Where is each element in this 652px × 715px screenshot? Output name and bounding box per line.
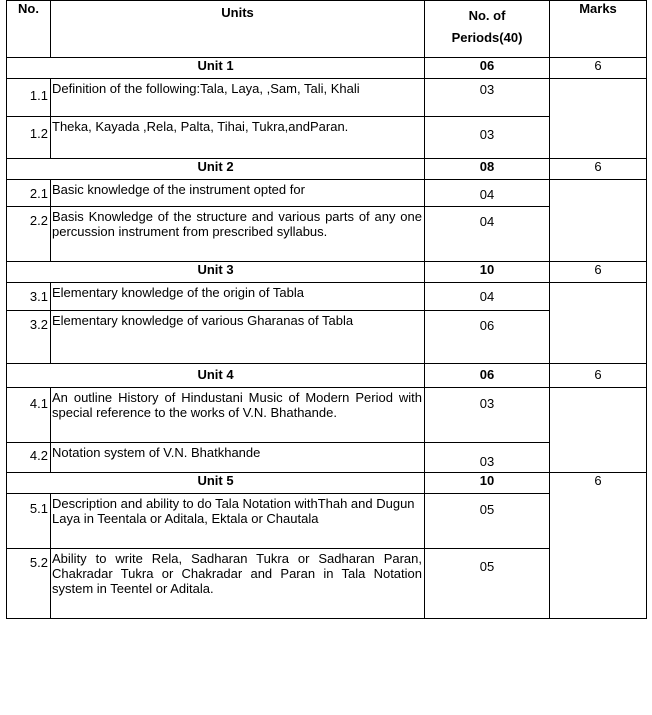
topic-periods: 03	[425, 388, 550, 443]
unit-row	[7, 58, 647, 79]
unit-title: Unit 2	[7, 159, 425, 180]
topic-no: 4.1	[7, 388, 51, 443]
topic-periods: 05	[425, 494, 550, 549]
unit-marks: 6	[550, 159, 647, 180]
unit-row	[7, 364, 647, 388]
topic-periods: 04	[425, 180, 550, 207]
topic-text: An outline History of Hindustani Music of Modern Period with special reference to the works of V.N. Bhathande.	[51, 388, 425, 443]
unit-marks: 6	[550, 473, 647, 619]
unit-row	[7, 159, 647, 180]
topic-periods: 04	[425, 283, 550, 311]
unit-marks: 6	[550, 262, 647, 283]
topic-row	[7, 283, 647, 311]
unit-periods: 10	[425, 262, 550, 283]
topic-row	[7, 180, 647, 207]
topic-text: Elementary knowledge of various Gharanas of Tabla	[51, 311, 425, 364]
topic-periods: 03	[425, 79, 550, 117]
unit-row	[7, 473, 647, 494]
marks-blank	[550, 283, 647, 364]
topic-text: Definition of the following:Tala, Laya, ,Sam, Tali, Khali	[51, 79, 425, 117]
unit-periods: 06	[425, 58, 550, 79]
topic-no: 2.1	[7, 180, 51, 207]
unit-periods: 08	[425, 159, 550, 180]
topic-no: 3.1	[7, 283, 51, 311]
marks-blank	[550, 79, 647, 159]
topic-text: Basic knowledge of the instrument opted for	[51, 180, 425, 207]
topic-no: 3.2	[7, 311, 51, 364]
topic-text: Elementary knowledge of the origin of Tabla	[51, 283, 425, 311]
unit-title: Unit 4	[7, 364, 425, 388]
unit-periods: 10	[425, 473, 550, 494]
topic-no: 5.2	[7, 549, 51, 619]
unit-periods: 06	[425, 364, 550, 388]
topic-no: 1.2	[7, 117, 51, 159]
topic-periods: 03	[425, 443, 550, 473]
topic-periods: 05	[425, 549, 550, 619]
header-row	[7, 1, 647, 58]
marks-blank	[550, 388, 647, 473]
marks-blank	[550, 180, 647, 262]
header-units: Units	[51, 1, 425, 58]
topic-no: 4.2	[7, 443, 51, 473]
header-periods	[425, 1, 550, 58]
unit-title: Unit 5	[7, 473, 425, 494]
header-no: No.	[7, 1, 51, 58]
unit-title: Unit 3	[7, 262, 425, 283]
syllabus-table	[6, 0, 647, 619]
unit-row	[7, 262, 647, 283]
topic-periods: 04	[425, 207, 550, 262]
topic-no: 5.1	[7, 494, 51, 549]
topic-text: Notation system of V.N. Bhatkhande	[51, 443, 425, 473]
topic-text: Basis Knowledge of the structure and various parts of any one percussion instrument from prescribed syllabus.	[51, 207, 425, 262]
unit-marks: 6	[550, 58, 647, 79]
topic-periods: 06	[425, 311, 550, 364]
topic-no: 1.1	[7, 79, 51, 117]
header-periods-line2: Periods(40)	[451, 30, 523, 45]
topic-text: Theka, Kayada ,Rela, Palta, Tihai, Tukra,andParan.	[51, 117, 425, 159]
unit-title: Unit 1	[7, 58, 425, 79]
topic-no: 2.2	[7, 207, 51, 262]
topic-periods: 03	[425, 117, 550, 159]
header-periods-line1: No. of	[468, 8, 506, 23]
topic-text: Description and ability to do Tala Notation withThah and Dugun Laya in Teentala or Aditala, Ektala or Chautala	[51, 494, 425, 549]
topic-row	[7, 79, 647, 117]
topic-text: Ability to write Rela, Sadharan Tukra or Sadharan Paran, Chakradar Tukra or Chakradar and Paran in Tala Notation system in Teentel or Aditala.	[51, 549, 425, 619]
unit-marks: 6	[550, 364, 647, 388]
topic-row	[7, 388, 647, 443]
header-marks: Marks	[550, 1, 647, 58]
